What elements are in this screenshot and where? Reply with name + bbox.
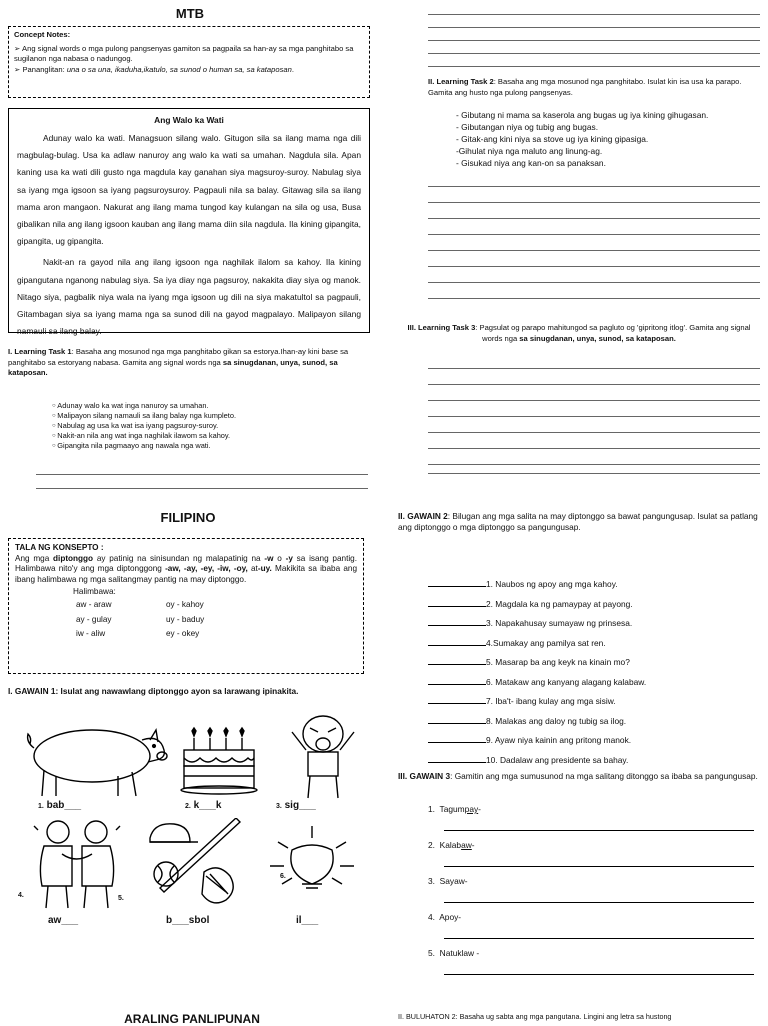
answer-line[interactable] (428, 400, 760, 401)
answer-lines-top (428, 14, 760, 67)
gawain2-heading: II. GAWAIN 2: Bilugan ang mga salita na may diptonggo sa bawat pangungusap. Isulat sa patlang ang diptonggo o mga diptonggo sa pangungusap. (398, 511, 758, 533)
list-item: - Gitak-ang kini niya sa stove ug iya kining gipasiga. (456, 134, 649, 144)
konsepto-box (8, 538, 364, 674)
answer-blank[interactable] (428, 684, 486, 685)
gawain1-num-6: 6. (280, 873, 286, 880)
answer-blank[interactable] (428, 703, 486, 704)
table-row: aw - araw oy - kahoy (76, 599, 204, 609)
gawain3-heading: III. GAWAIN 3: Gamitin ang mga sumusunod na mga salitang ditonggo sa ibaba sa pangungusap. (398, 771, 758, 781)
answer-blank[interactable] (428, 606, 486, 607)
learning-task-3: III. Learning Task 3: Pagsulat og parapo mahitungod sa pagluto og 'gipritong itlog'. Gamita ang signal words nga sa sinugdanan, unya, sunod, sa kataposan. (407, 323, 751, 343)
list-item: 2. Magdala ka ng pamaypay at payong. (428, 595, 758, 615)
answer-blank[interactable] (428, 742, 486, 743)
araling-title: ARALING PANLIPUNAN (124, 1012, 260, 1026)
answer-line[interactable] (428, 282, 760, 283)
list-item: 7. Iba't- ibang kulay ang mga sisiw. (428, 692, 758, 712)
answer-blank[interactable] (428, 723, 486, 724)
filipino-title: FILIPINO (160, 510, 216, 525)
baseball-illustration (140, 818, 250, 908)
concept-notes-box (8, 26, 370, 98)
list-item: ○ Adunay walo ka wat inga nanuroy sa umahan. (52, 401, 372, 411)
answer-line[interactable] (428, 186, 760, 187)
answer-line[interactable] (428, 234, 760, 235)
crying-child-illustration (278, 712, 368, 802)
lamp-illustration (262, 822, 362, 902)
table-row: ay - gulay uy - baduy (76, 614, 205, 624)
answer-line[interactable] (428, 266, 760, 267)
list-item: 4. Apoy- (428, 912, 758, 948)
table-row: iw - aliw ey - okey (76, 629, 200, 639)
answer-blank[interactable] (428, 645, 486, 646)
answer-line[interactable] (36, 488, 368, 489)
answer-line[interactable] (428, 53, 760, 54)
concept-notes-bullet2: ➢ Pananglitan: una o sa una, ikaduha,ikatulo, sa sunod o human sa, sa kataposan. (14, 64, 294, 74)
answer-line[interactable] (428, 384, 760, 385)
list-item: ○ Nabulag ag usa ka wat isa iyang pagsuroy-suroy. (52, 421, 372, 431)
answer-line[interactable] (428, 250, 760, 251)
answer-blank[interactable] (428, 586, 486, 587)
cake-illustration (178, 718, 260, 800)
list-item: ○ Nakit-an nila ang wat inga naghilak ilawom sa kahoy. (52, 431, 372, 441)
answer-line[interactable] (444, 866, 754, 867)
answer-line[interactable] (444, 902, 754, 903)
gawain1-item-3: 3. sig___ (276, 800, 316, 811)
list-item: 4.Sumakay ang pamilya sat ren. (428, 634, 758, 654)
list-item: 3. Napakahusay sumayaw ng prinsesa. (428, 614, 758, 634)
gawain1-item-2: 2. k___k (185, 800, 222, 811)
learning-task-2: II. Learning Task 2: Basaha ang mga mosunod nga panghitabo. Isulat kin isa usa ka parapo. Gamita ang husto nga pulong pangsenyas. (428, 77, 742, 97)
answer-line[interactable] (428, 66, 760, 67)
list-item: 5. Masarap ba ang keyk na kinain mo? (428, 653, 758, 673)
list-item: - Gibutang ni mama sa kaserola ang bugas ug iya kining gihugasan. (456, 110, 709, 120)
list-item: -Gihulat niya nga maluto ang linung-ag. (456, 146, 603, 156)
list-item: ○ Gipangita nila pagmaayo ang nawala nga wati. (52, 441, 372, 451)
answer-line[interactable] (428, 368, 760, 369)
konsepto-text: Ang mga diptonggo ay patinig na sinisundan ng malapatinig na -w o -y sa isang pantig. Halimbawa nito'y ang mga diptonggong -aw, -ay, -ey, -iw, -oy, at-uy. Makikita sa ibaba ang ibang halimbawa ng mga salitangmay pantig na may diptonggo. (15, 553, 357, 584)
gawain2-list (428, 575, 758, 770)
list-item: ○ Malipayon silang namauli sa ilang balay nga kumpleto. (52, 411, 372, 421)
answer-lines-task3 (428, 368, 760, 474)
concept-notes-bullet1: ➢ Ang signal words o mga pulong pangsenyas gamiton sa pagpaila sa han-ay sa mga panghitabo sa sugilanon nga nabasa o nadungog. (14, 43, 354, 64)
konsepto-heading: TALA NG KONSEPTO : (15, 543, 104, 552)
answer-blank[interactable] (428, 762, 486, 763)
gawain1-item-1: 1. bab___ (38, 800, 82, 811)
answer-line[interactable] (428, 40, 760, 41)
buluhaton-2: II. BULUHATON 2: Basaha ug sabta ang mga pangutana. Lingini ang letra sa hustong (398, 1012, 672, 1021)
answer-line[interactable] (428, 218, 760, 219)
gawain1-num-5: 5. (118, 895, 124, 902)
list-item: 8. Malakas ang daloy ng tubig sa ilog. (428, 712, 758, 732)
story-paragraph-1: Adunay walo ka wati. Managsuon silang walo. Gitugon sila sa ilang mama nga dili magbulag-bulag. Usa ka adlaw nanuroy ang walo ka wati sa umahan. Nagdula sila. Apan kaning usa ka wati dili gusto nga magdula kay ganahan siya magsuroy-suroy. Nabulag siya sa iyang mga igsoon sa iyang pagsuroysuroy. Pagpauli nila sa balay. Gitawag sila sa ilang mama aron mangaon. Nakurat ang ilang mama tungod kay kulangan na sila og usa, Busa gibalikan nila ang ilang igsoon kauban ang ilang mama diin sila nagdula. Ila kining gipangita, gipangita, ug gipangita. (17, 133, 361, 247)
story-box (8, 108, 370, 337)
gawain3-list (428, 804, 758, 984)
concept-notes-heading: Concept Notes: (14, 30, 71, 39)
hugging-kids-illustration (22, 818, 132, 914)
answer-blank[interactable] (428, 625, 486, 626)
list-item: 1. Tagumpay- (428, 804, 758, 840)
pig-illustration (22, 718, 172, 800)
story-title: Ang Walo ka Wati (154, 115, 224, 125)
halimbawa-table (75, 598, 205, 642)
list-item: 1. Naubos ng apoy ang mga kahoy. (428, 575, 758, 595)
answer-line[interactable] (428, 448, 760, 449)
list-item: 5. Natuklaw - (428, 948, 758, 984)
learning-task-1: I. Learning Task 1: Basaha ang mosunod nga mga panghitabo gikan sa estorya.Ihan-ay kini base sa panghitabo sa estoryang nabasa. Gamita ang signal words nga sa sinugdanan, unya, sunod, sa kataposan. (8, 347, 349, 378)
answer-line[interactable] (428, 27, 760, 28)
answer-line[interactable] (428, 202, 760, 203)
answer-line[interactable] (428, 298, 760, 299)
list-item: 2. Kalabaw- (428, 840, 758, 876)
list-item: 9. Ayaw niya kainin ang pritong manok. (428, 731, 758, 751)
gawain1-item-6: il___ (296, 915, 319, 926)
list-item: 10. Dadalaw ang presidente sa bahay. (428, 751, 758, 771)
list-item: - Gibutangan niya og tubig ang bugas. (456, 122, 599, 132)
halimbawa-label: Halimbawa: (73, 587, 116, 597)
answer-line[interactable] (428, 464, 760, 465)
gawain1-item-4: aw___ (48, 915, 79, 926)
task1-list (52, 401, 372, 451)
answer-line[interactable] (444, 974, 754, 975)
answer-line[interactable] (444, 830, 754, 831)
list-item: - Gisukad niya ang kan-on sa panaksan. (456, 158, 606, 168)
answer-lines-task2 (428, 186, 760, 299)
gawain1-heading: I. GAWAIN 1: Isulat ang nawawlang diptonggo ayon sa larawang ipinakita. (8, 686, 299, 696)
answer-line[interactable] (428, 473, 760, 474)
answer-line[interactable] (36, 474, 368, 475)
mtb-title: MTB (175, 6, 205, 21)
answer-line[interactable] (428, 416, 760, 417)
gawain1-item-5: b___sbol (166, 915, 210, 926)
answer-line[interactable] (444, 938, 754, 939)
answer-line[interactable] (428, 432, 760, 433)
list-item: 3. Sayaw- (428, 876, 758, 912)
answer-line[interactable] (428, 14, 760, 15)
list-item: 6. Matakaw ang kanyang alagang kalabaw. (428, 673, 758, 693)
story-paragraph-2: Nakit-an ra gayod nila ang ilang igsoon nga naghilak ilalom sa kahoy. Ila kining gipangutana nganong nabulag siya. Sa iya diay nga pagsuroy, nakakita diay siya og manok. Nitago siya, pagbalik niya wala na iyang mga igsoon ug dili na siya makatultol sa pagpauli, Gitambagan siya sa iyang mama nga sa sunod dili na gayod magpalayo. Malipayon silang namauli sa ilang balay. (17, 257, 361, 337)
task2-list (456, 109, 756, 169)
gawain1-num-4: 4. (18, 892, 24, 899)
answer-blank[interactable] (428, 664, 486, 665)
